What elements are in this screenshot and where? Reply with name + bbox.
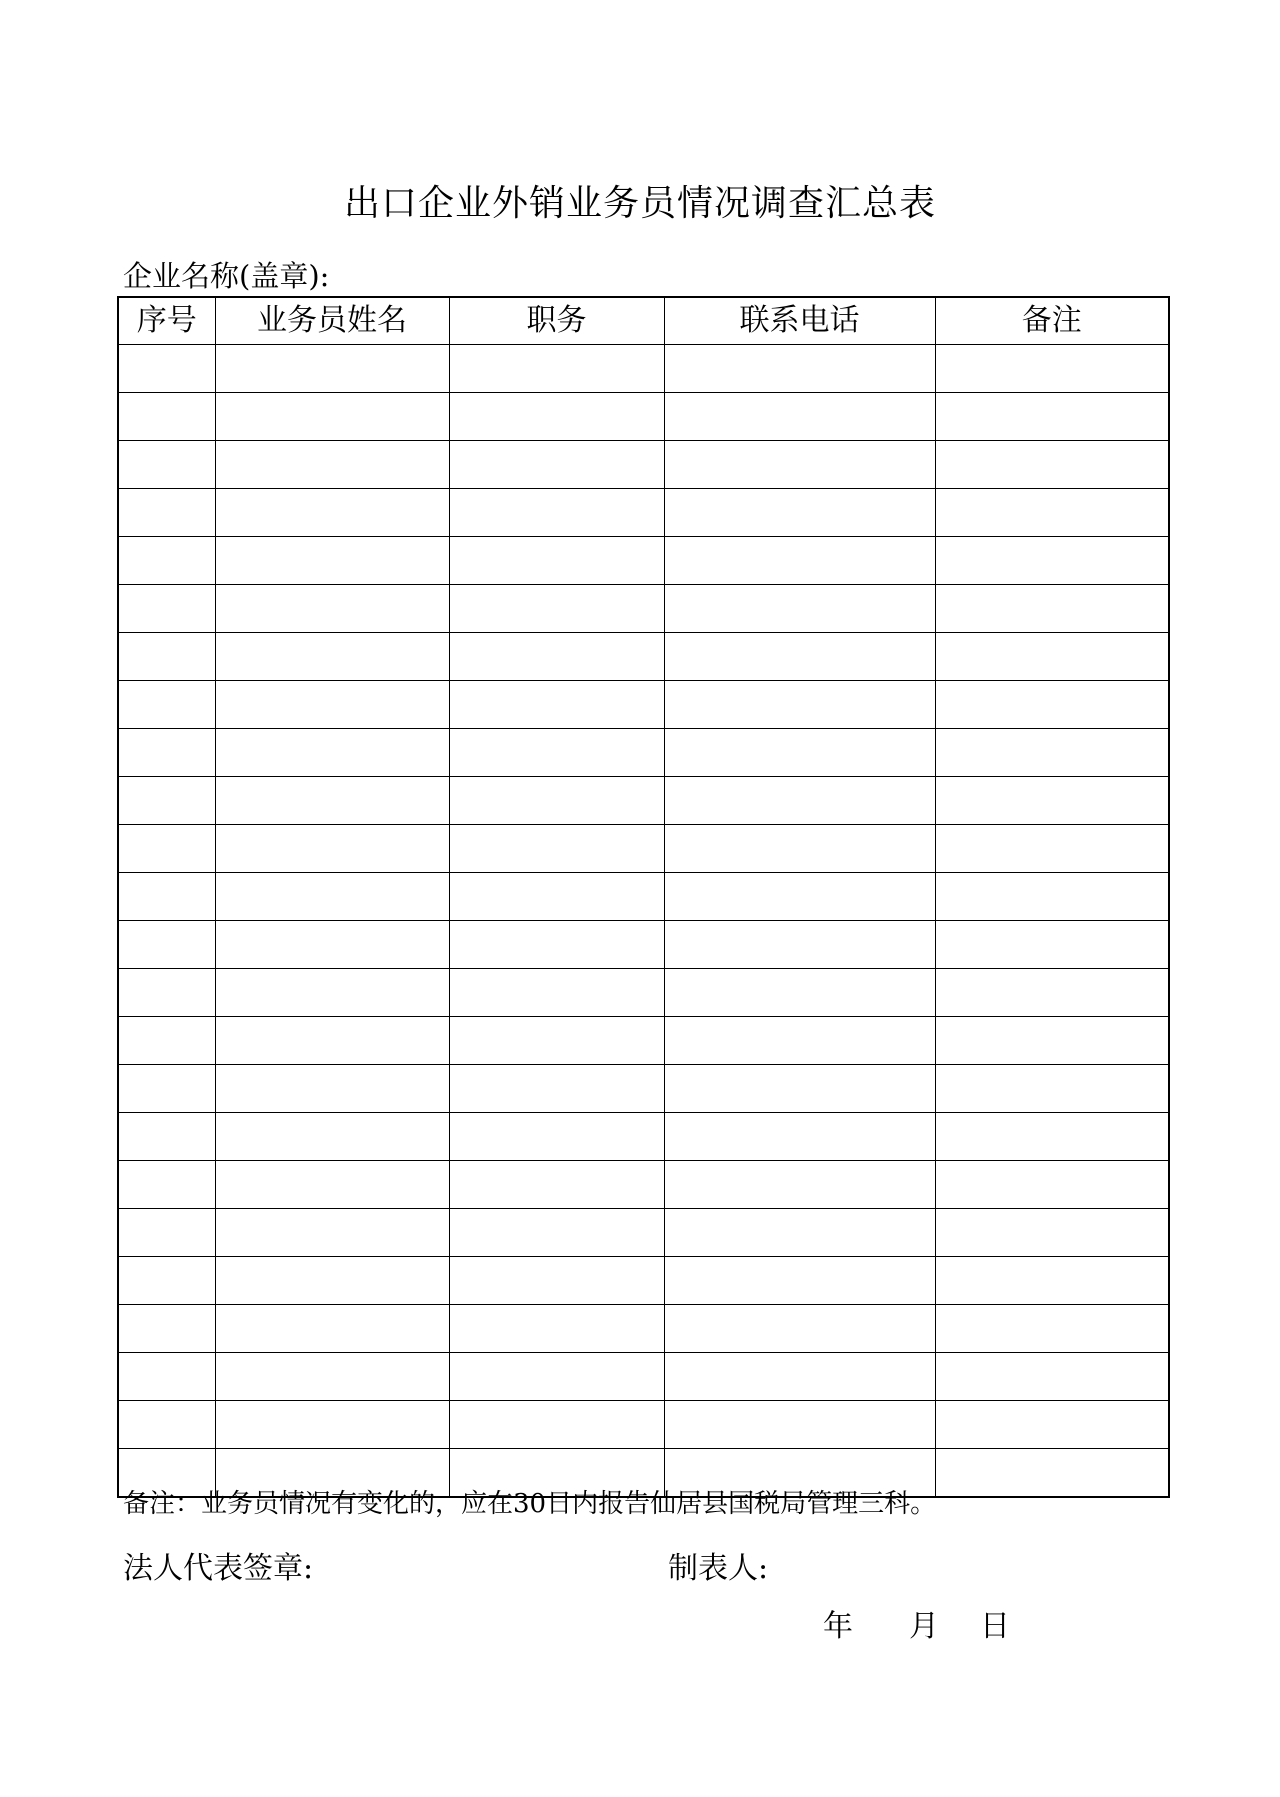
cell-salesperson-name[interactable] [215,873,449,921]
cell-contact-phone[interactable] [664,969,935,1017]
header-position: 职务 [449,297,664,345]
date-year-label: 年 [823,1609,853,1644]
cell-salesperson-name[interactable] [215,1257,449,1305]
cell-contact-phone[interactable] [664,921,935,969]
cell-position[interactable] [449,1353,664,1401]
cell-remarks[interactable] [935,393,1169,441]
cell-remarks[interactable] [935,777,1169,825]
cell-contact-phone[interactable] [664,1401,935,1449]
table-body [118,345,1169,1498]
cell-position[interactable] [449,681,664,729]
cell-serial-number[interactable] [118,969,215,1017]
cell-contact-phone[interactable] [664,681,935,729]
cell-position[interactable] [449,585,664,633]
cell-salesperson-name[interactable] [215,489,449,537]
cell-contact-phone[interactable] [664,1305,935,1353]
cell-contact-phone[interactable] [664,345,935,393]
header-remarks: 备注 [935,297,1169,345]
cell-serial-number[interactable] [118,729,215,777]
cell-contact-phone[interactable] [664,585,935,633]
header-serial-number: 序号 [118,297,215,345]
cell-remarks[interactable] [935,1017,1169,1065]
date-day-label: 日 [980,1609,1010,1644]
table-row [118,921,1169,969]
header-salesperson-name: 业务员姓名 [215,297,449,345]
table-header-row [118,297,1169,345]
cell-position[interactable] [449,921,664,969]
cell-salesperson-name[interactable] [215,921,449,969]
cell-remarks[interactable] [935,585,1169,633]
cell-contact-phone[interactable] [664,1353,935,1401]
cell-position[interactable] [449,969,664,1017]
cell-remarks[interactable] [935,489,1169,537]
cell-salesperson-name[interactable] [215,969,449,1017]
table-row [118,1209,1169,1257]
table-row [118,1113,1169,1161]
cell-contact-phone[interactable] [664,393,935,441]
cell-serial-number[interactable] [118,393,215,441]
cell-salesperson-name[interactable] [215,393,449,441]
cell-salesperson-name[interactable] [215,345,449,393]
cell-serial-number[interactable] [118,489,215,537]
table-row [118,393,1169,441]
cell-salesperson-name[interactable] [215,441,449,489]
table-row [118,1305,1169,1353]
cell-position[interactable] [449,393,664,441]
table-row [118,969,1169,1017]
cell-contact-phone[interactable] [664,537,935,585]
cell-remarks[interactable] [935,969,1169,1017]
table-row [118,489,1169,537]
cell-position[interactable] [449,441,664,489]
cell-position[interactable] [449,1209,664,1257]
cell-contact-phone[interactable] [664,825,935,873]
cell-serial-number[interactable] [118,1065,215,1113]
cell-salesperson-name[interactable] [215,777,449,825]
cell-serial-number[interactable] [118,1209,215,1257]
cell-serial-number[interactable] [118,1017,215,1065]
cell-contact-phone[interactable] [664,1017,935,1065]
cell-contact-phone[interactable] [664,873,935,921]
cell-position[interactable] [449,1161,664,1209]
table-row [118,825,1169,873]
cell-serial-number[interactable] [118,1401,215,1449]
cell-salesperson-name[interactable] [215,825,449,873]
cell-contact-phone[interactable] [664,1209,935,1257]
table-row [118,873,1169,921]
cell-remarks[interactable] [935,441,1169,489]
table-row [118,633,1169,681]
cell-position[interactable] [449,873,664,921]
cell-salesperson-name[interactable] [215,1161,449,1209]
salesperson-table [117,296,1170,1498]
cell-salesperson-name[interactable] [215,1065,449,1113]
cell-remarks[interactable] [935,1209,1169,1257]
cell-remarks[interactable] [935,1113,1169,1161]
cell-serial-number[interactable] [118,825,215,873]
table-row [118,1401,1169,1449]
cell-salesperson-name[interactable] [215,1209,449,1257]
cell-salesperson-name[interactable] [215,1353,449,1401]
cell-remarks[interactable] [935,681,1169,729]
cell-serial-number[interactable] [118,873,215,921]
cell-serial-number[interactable] [118,681,215,729]
table-row [118,729,1169,777]
cell-position[interactable] [449,633,664,681]
cell-contact-phone[interactable] [664,633,935,681]
table-row [118,345,1169,393]
cell-position[interactable] [449,1065,664,1113]
cell-remarks[interactable] [935,1065,1169,1113]
date-month-label: 月 [909,1609,939,1644]
table-row [118,1353,1169,1401]
cell-position[interactable] [449,729,664,777]
cell-contact-phone[interactable] [664,777,935,825]
cell-salesperson-name[interactable] [215,633,449,681]
cell-remarks[interactable] [935,1257,1169,1305]
cell-position[interactable] [449,1017,664,1065]
cell-position[interactable] [449,345,664,393]
cell-position[interactable] [449,825,664,873]
cell-remarks[interactable] [935,921,1169,969]
cell-remarks[interactable] [935,1353,1169,1401]
table-row [118,441,1169,489]
cell-serial-number[interactable] [118,1161,215,1209]
cell-salesperson-name[interactable] [215,537,449,585]
cell-serial-number[interactable] [118,1353,215,1401]
cell-remarks[interactable] [935,633,1169,681]
cell-serial-number[interactable] [118,345,215,393]
cell-remarks[interactable] [935,729,1169,777]
cell-serial-number[interactable] [118,537,215,585]
cell-contact-phone[interactable] [664,1113,935,1161]
cell-salesperson-name[interactable] [215,681,449,729]
table-row [118,777,1169,825]
company-name-label: 企业名称(盖章): [123,259,330,293]
cell-contact-phone[interactable] [664,1065,935,1113]
cell-position[interactable] [449,489,664,537]
cell-position[interactable] [449,1257,664,1305]
table-row [118,585,1169,633]
cell-contact-phone[interactable] [664,489,935,537]
cell-remarks[interactable] [935,1305,1169,1353]
cell-salesperson-name[interactable] [215,1401,449,1449]
cell-remarks[interactable] [935,825,1169,873]
table-row [118,1065,1169,1113]
cell-remarks[interactable] [935,537,1169,585]
cell-contact-phone[interactable] [664,1161,935,1209]
cell-position[interactable] [449,537,664,585]
cell-position[interactable] [449,777,664,825]
table-row [118,1257,1169,1305]
cell-salesperson-name[interactable] [215,585,449,633]
cell-salesperson-name[interactable] [215,729,449,777]
cell-position[interactable] [449,1401,664,1449]
cell-remarks[interactable] [935,1401,1169,1449]
table-row [118,1017,1169,1065]
cell-serial-number[interactable] [118,585,215,633]
cell-serial-number[interactable] [118,441,215,489]
cell-salesperson-name[interactable] [215,1017,449,1065]
legal-representative-signature-label: 法人代表签章: [123,1551,314,1586]
table-row [118,1161,1169,1209]
cell-serial-number[interactable] [118,1305,215,1353]
cell-contact-phone[interactable] [664,1257,935,1305]
cell-serial-number[interactable] [118,777,215,825]
cell-salesperson-name[interactable] [215,1113,449,1161]
cell-remarks[interactable] [935,345,1169,393]
cell-serial-number[interactable] [118,1257,215,1305]
cell-remarks[interactable] [935,1449,1169,1498]
header-contact-phone: 联系电话 [664,297,935,345]
cell-serial-number[interactable] [118,921,215,969]
preparer-label: 制表人: [668,1551,769,1586]
cell-remarks[interactable] [935,873,1169,921]
cell-serial-number[interactable] [118,633,215,681]
table-row [118,537,1169,585]
cell-serial-number[interactable] [118,1113,215,1161]
cell-contact-phone[interactable] [664,441,935,489]
cell-contact-phone[interactable] [664,729,935,777]
cell-remarks[interactable] [935,1161,1169,1209]
cell-salesperson-name[interactable] [215,1305,449,1353]
cell-position[interactable] [449,1113,664,1161]
footnote: 备注：业务员情况有变化的，应在30日内报告仙居县国税局管理三科。 [123,1489,937,1519]
page-title: 出口企业外销业务员情况调查汇总表 [343,183,936,224]
cell-position[interactable] [449,1305,664,1353]
table-row [118,681,1169,729]
